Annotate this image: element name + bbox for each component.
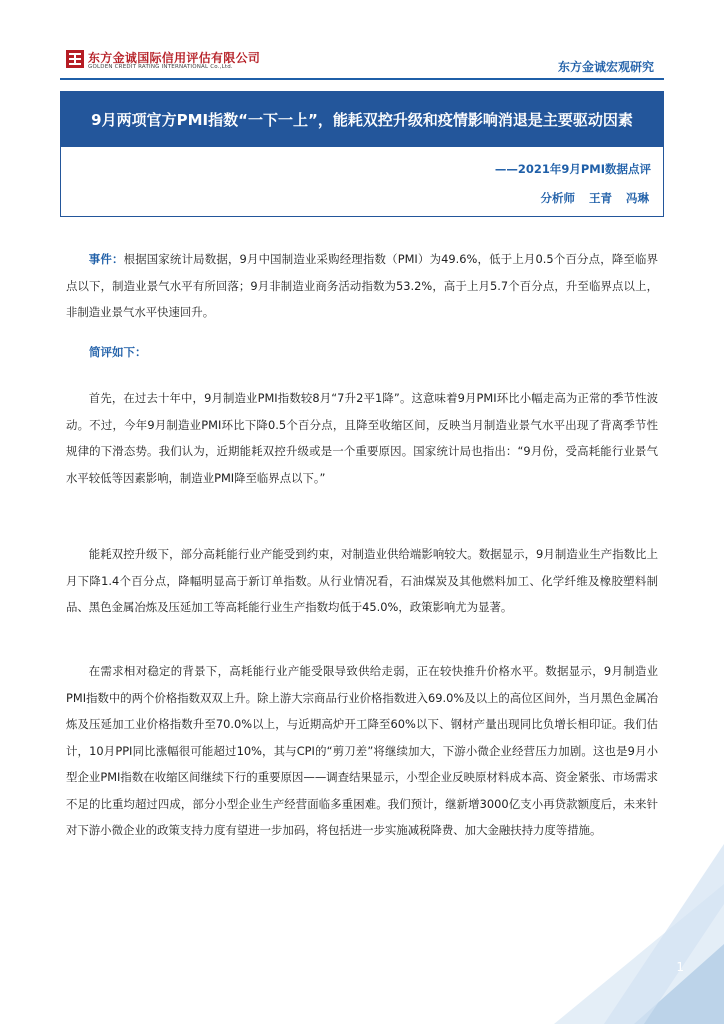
comment-paragraph-2: 能耗双控升级下，部分高耗能行业产能受到约束，对制造业供给端影响较大。数据显示，9月制造业生产指数比上月下降1.4个百分点，降幅明显高于新订单指数。从行业情况看，石油煤炭及其他燃料加工、化学纤维及橡胶塑料制品、黑色金属冶炼及压延加工等高耗能行业生产指数均低于45.0%，政策影响尤为显著。	[66, 547, 658, 614]
company-name-cn: 东方金诚国际信用评估有限公司	[88, 51, 261, 65]
company-name-en: GOLDEN CREDIT RATING INTERNATIONAL Co.,Ltd.	[88, 64, 233, 70]
event-paragraph	[66, 246, 658, 326]
comment-paragraph-3: 在需求相对稳定的背景下，高耗能行业产能受限导致供给走弱，正在较快推升价格水平。数据显示，9月制造业PMI指数中的两个价格指数双双上升。除上游大宗商品行业价格指数进入69.0%及以上的高位区间外，当月黑色金属冶炼及压延加工业价格指数升至70.0%以上，与近期高炉开工降至60%以下、钢材产量出现同比负增长相印证。我们估计，10月PPI同比涨幅很可能超过10%，其与CPI的“剪刀差”将继续加大，下游小微企业经营压力加剧。这也是9月小型企业PMI指数在收缩区间继续下行的重要原因——调查结果显示，小型企业反映原材料成本高、资金紧张、市场需求不足的比重均超过四成，部分小型企业生产经营面临多重困难。我们预计，继新增3000亿支小再贷款额度后，未来针对下游小微企业的政策支持力度有望进一步加码，将包括进一步实施减税降费、加大金融扶持力度等措施。	[66, 664, 658, 837]
research-brand: 东方金诚宏观研究	[557, 60, 654, 74]
analyst-name: 冯琳	[626, 191, 649, 205]
header-divider	[60, 78, 664, 80]
analyst-label: 分析师	[540, 191, 575, 205]
event-text: 根据国家统计局数据，9月中国制造业采购经理指数（PMI）为49.6%，低于上月0.5个百分点，降至临界点以下，制造业景气水平有所回落；9月非制造业商务活动指数为53.2%，高于上月5.7个百分点，升至临界点以上，非制造业景气水平快速回升。	[66, 252, 658, 319]
report-subtitle: ——2021年9月PMI数据点评	[494, 162, 651, 176]
page-number: 1	[676, 960, 684, 974]
event-label: 事件：	[88, 252, 124, 266]
comment-heading: 简评如下：	[89, 345, 147, 359]
comment-paragraph-1: 首先，在过去十年中，9月制造业PMI指数较8月“7升2平1降”。这意味着9月PMI环比小幅走高为正常的季节性波动。不过，今年9月制造业PMI环比下降0.5个百分点，且降至收缩区间，反映当月制造业景气水平出现了背离季节性规律的下滑态势。我们认为，近期能耗双控升级或是一个重要原因。国家统计局也指出：“9月份，受高耗能行业景气水平较低等因素影响，制造业PMI降至临界点以下。”	[66, 391, 658, 485]
report-title: 9月两项官方PMI指数“一下一上”，能耗双控升级和疫情影响消退是主要驱动因素	[60, 91, 664, 147]
company-logo-icon	[66, 50, 84, 68]
corner-decoration	[494, 824, 724, 1024]
title-info-box	[60, 147, 664, 217]
analyst-line	[541, 190, 650, 206]
analyst-name: 王青	[589, 191, 612, 205]
